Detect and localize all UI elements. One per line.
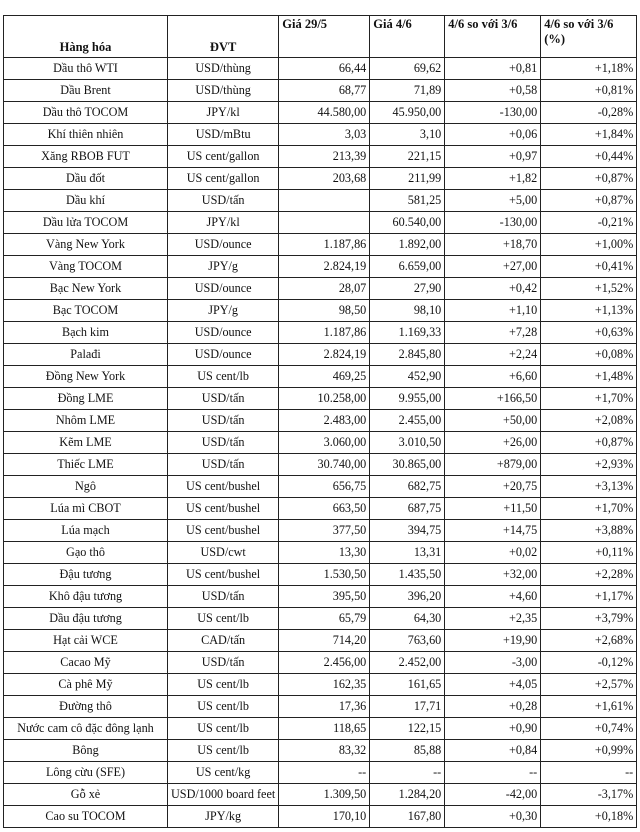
price-4-6-cell: 396,20 <box>370 586 445 608</box>
table-row <box>4 278 637 300</box>
unit-cell: USD/ounce <box>168 322 279 344</box>
price-4-6-cell: 452,90 <box>370 366 445 388</box>
price-29-5-cell: 44.580,00 <box>279 102 370 124</box>
table-row <box>4 124 637 146</box>
price-4-6-cell: 9.955,00 <box>370 388 445 410</box>
price-29-5-cell: 395,50 <box>279 586 370 608</box>
table-row <box>4 256 637 278</box>
table-row <box>4 498 637 520</box>
price-29-5-cell <box>279 190 370 212</box>
change-abs-cell: +0,97 <box>445 146 541 168</box>
change-abs-cell: +1,82 <box>445 168 541 190</box>
price-4-6-cell: 1.892,00 <box>370 234 445 256</box>
price-29-5-cell: 656,75 <box>279 476 370 498</box>
commodity-cell: Lúa mì CBOT <box>4 498 168 520</box>
change-pct-cell: +0,99% <box>541 740 637 762</box>
table-row <box>4 630 637 652</box>
change-pct-cell: +1,18% <box>541 58 637 80</box>
unit-cell: USD/tấn <box>168 190 279 212</box>
price-29-5-cell: 118,65 <box>279 718 370 740</box>
change-abs-cell: +20,75 <box>445 476 541 498</box>
change-pct-cell: +0,87% <box>541 168 637 190</box>
price-4-6-cell: 221,15 <box>370 146 445 168</box>
change-abs-cell: +0,28 <box>445 696 541 718</box>
commodity-cell: Gạo thô <box>4 542 168 564</box>
change-abs-cell: +0,02 <box>445 542 541 564</box>
table-row <box>4 322 637 344</box>
unit-cell: USD/mBtu <box>168 124 279 146</box>
commodity-cell: Bạc TOCOM <box>4 300 168 322</box>
unit-cell: US cent/lb <box>168 696 279 718</box>
price-4-6-cell: 3.010,50 <box>370 432 445 454</box>
table-row <box>4 388 637 410</box>
commodity-cell: Bạch kim <box>4 322 168 344</box>
unit-cell: USD/tấn <box>168 410 279 432</box>
table-header-row <box>4 16 637 58</box>
commodity-cell: Hạt cải WCE <box>4 630 168 652</box>
commodity-cell: Lông cừu (SFE) <box>4 762 168 784</box>
price-29-5-cell: 10.258,00 <box>279 388 370 410</box>
price-4-6-cell: 60.540,00 <box>370 212 445 234</box>
price-4-6-cell: 394,75 <box>370 520 445 542</box>
price-29-5-cell: -- <box>279 762 370 784</box>
price-29-5-cell: 13,30 <box>279 542 370 564</box>
unit-cell: JPY/g <box>168 256 279 278</box>
price-4-6-cell: 17,71 <box>370 696 445 718</box>
unit-cell: USD/tấn <box>168 586 279 608</box>
change-pct-cell: -3,17% <box>541 784 637 806</box>
header-price-4-6: Giá 4/6 <box>370 16 445 58</box>
price-29-5-cell: 2.456,00 <box>279 652 370 674</box>
price-29-5-cell: 377,50 <box>279 520 370 542</box>
change-abs-cell: +4,60 <box>445 586 541 608</box>
change-abs-cell: +7,28 <box>445 322 541 344</box>
price-4-6-cell: 6.659,00 <box>370 256 445 278</box>
unit-cell: USD/tấn <box>168 432 279 454</box>
unit-cell: US cent/bushel <box>168 520 279 542</box>
change-pct-cell: +0,74% <box>541 718 637 740</box>
price-29-5-cell: 66,44 <box>279 58 370 80</box>
change-pct-cell: +1,61% <box>541 696 637 718</box>
change-abs-cell: +5,00 <box>445 190 541 212</box>
unit-cell: JPY/kl <box>168 102 279 124</box>
price-29-5-cell: 65,79 <box>279 608 370 630</box>
price-4-6-cell: 581,25 <box>370 190 445 212</box>
change-abs-cell: +26,00 <box>445 432 541 454</box>
change-abs-cell: +19,90 <box>445 630 541 652</box>
change-pct-cell: +0,44% <box>541 146 637 168</box>
commodity-cell: Cao su TOCOM <box>4 806 168 828</box>
change-pct-cell: +2,08% <box>541 410 637 432</box>
price-29-5-cell: 28,07 <box>279 278 370 300</box>
commodity-cell: Đường thô <box>4 696 168 718</box>
change-pct-cell: +0,18% <box>541 806 637 828</box>
price-29-5-cell: 1.187,86 <box>279 234 370 256</box>
price-4-6-cell: 45.950,00 <box>370 102 445 124</box>
change-abs-cell: +166,50 <box>445 388 541 410</box>
unit-cell: USD/thùng <box>168 58 279 80</box>
change-pct-cell: +1,52% <box>541 278 637 300</box>
commodity-cell: Ngô <box>4 476 168 498</box>
table-row <box>4 674 637 696</box>
header-price-29-5: Giá 29/5 <box>279 16 370 58</box>
table-row <box>4 608 637 630</box>
commodity-cell: Khô đậu tương <box>4 586 168 608</box>
price-4-6-cell: 2.845,80 <box>370 344 445 366</box>
commodity-cell: Đậu tương <box>4 564 168 586</box>
price-29-5-cell: 203,68 <box>279 168 370 190</box>
header-change-pct-line1: 4/6 so với 3/6 <box>544 17 614 31</box>
price-4-6-cell: 1.435,50 <box>370 564 445 586</box>
change-abs-cell: +50,00 <box>445 410 541 432</box>
change-abs-cell: +27,00 <box>445 256 541 278</box>
commodity-cell: Cacao Mỹ <box>4 652 168 674</box>
change-pct-cell: +1,70% <box>541 388 637 410</box>
change-pct-cell: +0,08% <box>541 344 637 366</box>
price-29-5-cell: 714,20 <box>279 630 370 652</box>
unit-cell: US cent/bushel <box>168 476 279 498</box>
table-row <box>4 102 637 124</box>
change-abs-cell: +32,00 <box>445 564 541 586</box>
commodity-cell: Kẽm LME <box>4 432 168 454</box>
change-pct-cell: +3,88% <box>541 520 637 542</box>
price-29-5-cell: 3.060,00 <box>279 432 370 454</box>
price-4-6-cell: 3,10 <box>370 124 445 146</box>
change-abs-cell: -42,00 <box>445 784 541 806</box>
price-4-6-cell: 71,89 <box>370 80 445 102</box>
price-29-5-cell: 2.824,19 <box>279 256 370 278</box>
change-pct-cell: -0,21% <box>541 212 637 234</box>
price-4-6-cell: 161,65 <box>370 674 445 696</box>
price-29-5-cell: 83,32 <box>279 740 370 762</box>
change-abs-cell: +18,70 <box>445 234 541 256</box>
unit-cell: USD/1000 board feet <box>168 784 279 806</box>
unit-cell: USD/ounce <box>168 234 279 256</box>
table-row <box>4 740 637 762</box>
commodity-cell: Dầu lửa TOCOM <box>4 212 168 234</box>
table-row <box>4 168 637 190</box>
table-row <box>4 344 637 366</box>
change-pct-cell: -0,12% <box>541 652 637 674</box>
change-abs-cell: -3,00 <box>445 652 541 674</box>
unit-cell: US cent/lb <box>168 608 279 630</box>
commodity-cell: Vàng TOCOM <box>4 256 168 278</box>
change-pct-cell: +0,81% <box>541 80 637 102</box>
change-abs-cell: +11,50 <box>445 498 541 520</box>
unit-cell: USD/cwt <box>168 542 279 564</box>
price-29-5-cell: 1.187,86 <box>279 322 370 344</box>
header-change-pct <box>541 16 637 58</box>
price-29-5-cell <box>279 212 370 234</box>
unit-cell: USD/thùng <box>168 80 279 102</box>
table-row <box>4 476 637 498</box>
price-29-5-cell: 30.740,00 <box>279 454 370 476</box>
table-row <box>4 542 637 564</box>
commodity-cell: Dầu thô WTI <box>4 58 168 80</box>
unit-cell: US cent/bushel <box>168 498 279 520</box>
price-4-6-cell: 211,99 <box>370 168 445 190</box>
change-abs-cell: +0,30 <box>445 806 541 828</box>
change-abs-cell: +4,05 <box>445 674 541 696</box>
unit-cell: US cent/lb <box>168 674 279 696</box>
change-abs-cell: +14,75 <box>445 520 541 542</box>
unit-cell: US cent/lb <box>168 366 279 388</box>
price-4-6-cell: 763,60 <box>370 630 445 652</box>
price-29-5-cell: 2.483,00 <box>279 410 370 432</box>
table-row <box>4 234 637 256</box>
unit-cell: USD/tấn <box>168 454 279 476</box>
table-row <box>4 300 637 322</box>
price-4-6-cell: 682,75 <box>370 476 445 498</box>
change-pct-cell: +0,87% <box>541 432 637 454</box>
change-abs-cell: +0,58 <box>445 80 541 102</box>
commodity-cell: Khí thiên nhiên <box>4 124 168 146</box>
change-pct-cell: +2,93% <box>541 454 637 476</box>
unit-cell: US cent/lb <box>168 740 279 762</box>
commodity-cell: Cà phê Mỹ <box>4 674 168 696</box>
commodity-cell: Đồng New York <box>4 366 168 388</box>
price-29-5-cell: 663,50 <box>279 498 370 520</box>
table-row <box>4 806 637 828</box>
price-4-6-cell: 98,10 <box>370 300 445 322</box>
change-pct-cell: +1,70% <box>541 498 637 520</box>
commodity-cell: Dầu đậu tương <box>4 608 168 630</box>
commodity-cell: Gỗ xẻ <box>4 784 168 806</box>
commodity-cell: Thiếc LME <box>4 454 168 476</box>
header-unit: ĐVT <box>168 16 279 58</box>
table-row <box>4 586 637 608</box>
commodity-cell: Xăng RBOB FUT <box>4 146 168 168</box>
price-29-5-cell: 2.824,19 <box>279 344 370 366</box>
price-29-5-cell: 98,50 <box>279 300 370 322</box>
commodity-cell: Nước cam cô đặc đông lạnh <box>4 718 168 740</box>
table-row <box>4 520 637 542</box>
change-abs-cell: +1,10 <box>445 300 541 322</box>
table-row <box>4 410 637 432</box>
price-4-6-cell: 1.169,33 <box>370 322 445 344</box>
change-abs-cell: -130,00 <box>445 102 541 124</box>
table-row <box>4 762 637 784</box>
commodity-cell: Palađi <box>4 344 168 366</box>
unit-cell: US cent/gallon <box>168 168 279 190</box>
price-4-6-cell: 687,75 <box>370 498 445 520</box>
table-row <box>4 718 637 740</box>
change-pct-cell: +0,11% <box>541 542 637 564</box>
change-pct-cell: +1,00% <box>541 234 637 256</box>
change-abs-cell: +0,42 <box>445 278 541 300</box>
table-row <box>4 146 637 168</box>
commodity-cell: Lúa mạch <box>4 520 168 542</box>
table-row <box>4 190 637 212</box>
change-abs-cell: +2,35 <box>445 608 541 630</box>
commodity-cell: Dầu khí <box>4 190 168 212</box>
header-change-pct-line2: (%) <box>544 32 566 46</box>
change-pct-cell: +1,84% <box>541 124 637 146</box>
unit-cell: CAD/tấn <box>168 630 279 652</box>
change-pct-cell: +0,63% <box>541 322 637 344</box>
change-abs-cell: +6,60 <box>445 366 541 388</box>
commodity-price-table <box>3 15 637 828</box>
price-29-5-cell: 170,10 <box>279 806 370 828</box>
table-row <box>4 58 637 80</box>
table-row <box>4 784 637 806</box>
unit-cell: USD/ounce <box>168 278 279 300</box>
unit-cell: USD/ounce <box>168 344 279 366</box>
price-4-6-cell: 122,15 <box>370 718 445 740</box>
price-4-6-cell: 27,90 <box>370 278 445 300</box>
change-pct-cell: +1,13% <box>541 300 637 322</box>
price-29-5-cell: 1.530,50 <box>279 564 370 586</box>
price-4-6-cell: 30.865,00 <box>370 454 445 476</box>
price-29-5-cell: 68,77 <box>279 80 370 102</box>
change-abs-cell: +0,90 <box>445 718 541 740</box>
price-4-6-cell: 1.284,20 <box>370 784 445 806</box>
change-pct-cell: +0,87% <box>541 190 637 212</box>
commodity-cell: Vàng New York <box>4 234 168 256</box>
commodity-cell: Bạc New York <box>4 278 168 300</box>
unit-cell: US cent/gallon <box>168 146 279 168</box>
header-commodity: Hàng hóa <box>4 16 168 58</box>
header-change-abs: 4/6 so với 3/6 <box>445 16 541 58</box>
change-pct-cell: +1,48% <box>541 366 637 388</box>
change-pct-cell: -- <box>541 762 637 784</box>
change-pct-cell: +3,79% <box>541 608 637 630</box>
table-row <box>4 652 637 674</box>
change-abs-cell: +0,06 <box>445 124 541 146</box>
table-row <box>4 212 637 234</box>
change-pct-cell: -0,28% <box>541 102 637 124</box>
change-abs-cell: +879,00 <box>445 454 541 476</box>
table-row <box>4 564 637 586</box>
price-4-6-cell: 2.452,00 <box>370 652 445 674</box>
price-4-6-cell: -- <box>370 762 445 784</box>
price-29-5-cell: 162,35 <box>279 674 370 696</box>
change-pct-cell: +2,68% <box>541 630 637 652</box>
change-pct-cell: +2,57% <box>541 674 637 696</box>
change-abs-cell: -- <box>445 762 541 784</box>
unit-cell: USD/tấn <box>168 388 279 410</box>
commodity-cell: Dầu thô TOCOM <box>4 102 168 124</box>
price-29-5-cell: 213,39 <box>279 146 370 168</box>
commodity-cell: Dầu Brent <box>4 80 168 102</box>
unit-cell: JPY/kl <box>168 212 279 234</box>
change-abs-cell: +0,84 <box>445 740 541 762</box>
unit-cell: US cent/kg <box>168 762 279 784</box>
change-abs-cell: -130,00 <box>445 212 541 234</box>
commodity-cell: Đồng LME <box>4 388 168 410</box>
change-pct-cell: +2,28% <box>541 564 637 586</box>
price-29-5-cell: 17,36 <box>279 696 370 718</box>
price-4-6-cell: 2.455,00 <box>370 410 445 432</box>
price-29-5-cell: 3,03 <box>279 124 370 146</box>
price-29-5-cell: 1.309,50 <box>279 784 370 806</box>
change-pct-cell: +3,13% <box>541 476 637 498</box>
commodity-cell: Dầu đốt <box>4 168 168 190</box>
commodity-cell: Bông <box>4 740 168 762</box>
change-pct-cell: +0,41% <box>541 256 637 278</box>
table-row <box>4 432 637 454</box>
unit-cell: US cent/bushel <box>168 564 279 586</box>
change-abs-cell: +0,81 <box>445 58 541 80</box>
price-4-6-cell: 167,80 <box>370 806 445 828</box>
price-29-5-cell: 469,25 <box>279 366 370 388</box>
price-4-6-cell: 64,30 <box>370 608 445 630</box>
unit-cell: US cent/lb <box>168 718 279 740</box>
table-row <box>4 80 637 102</box>
table-row <box>4 366 637 388</box>
change-abs-cell: +2,24 <box>445 344 541 366</box>
unit-cell: JPY/kg <box>168 806 279 828</box>
price-4-6-cell: 69,62 <box>370 58 445 80</box>
unit-cell: USD/tấn <box>168 652 279 674</box>
change-pct-cell: +1,17% <box>541 586 637 608</box>
price-4-6-cell: 85,88 <box>370 740 445 762</box>
price-4-6-cell: 13,31 <box>370 542 445 564</box>
table-row <box>4 696 637 718</box>
table-body <box>4 58 637 828</box>
unit-cell: JPY/g <box>168 300 279 322</box>
table-row <box>4 454 637 476</box>
commodity-cell: Nhôm LME <box>4 410 168 432</box>
